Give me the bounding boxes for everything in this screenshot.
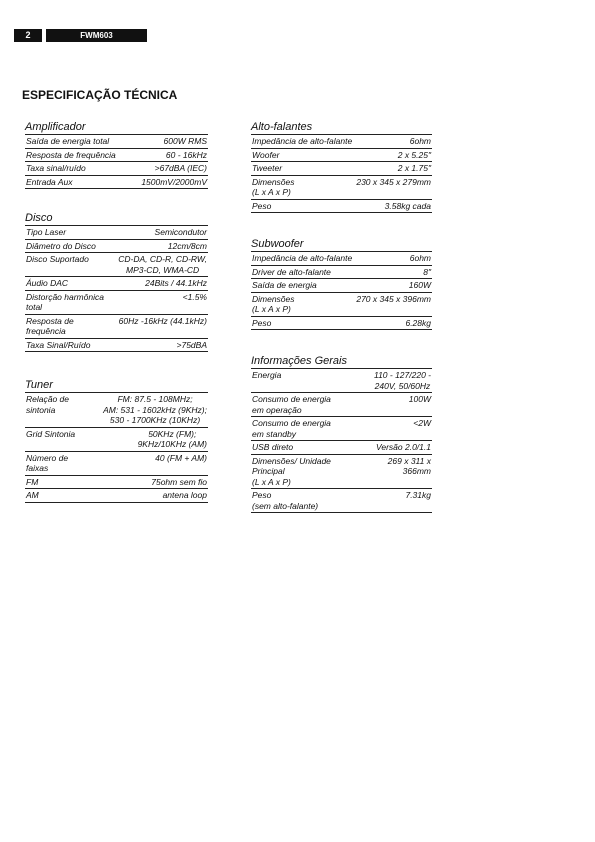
- spec-row: [25, 135, 208, 149]
- section-title: Disco: [25, 211, 208, 226]
- spec-value: 2 x 5.25": [397, 149, 431, 160]
- spec-row: [251, 200, 432, 214]
- section-title: Informações Gerais: [251, 354, 432, 369]
- spec-row: [251, 176, 432, 200]
- section-title: Tuner: [25, 378, 208, 393]
- spec-row: [25, 476, 208, 490]
- spec-label: Dimensões (L x A x P): [252, 176, 295, 197]
- spec-value: FM: 87.5 - 108MHz; AM: 531 - 1602kHz (9KHz); 530 - 1700KHz (10KHz): [103, 394, 207, 425]
- spec-row: [25, 176, 208, 190]
- spec-value: 6.28kg: [405, 317, 431, 328]
- spec-label: Consumo de energia em standby: [252, 418, 331, 439]
- spec-row: [251, 266, 432, 280]
- spec-label: Impedância de alto-falante: [252, 136, 353, 146]
- spec-value: >67dBA (IEC): [154, 163, 207, 173]
- spec-label: Saída de energia total: [26, 136, 110, 146]
- spec-row: [251, 162, 432, 176]
- spec-value: 6ohm: [409, 136, 431, 146]
- spec-value: 3.58kg cada: [384, 200, 431, 211]
- spec-value: 230 x 345 x 279mm: [356, 176, 431, 187]
- spec-label: AM: [26, 490, 39, 500]
- spec-value: 24Bits / 44.1kHz: [145, 278, 207, 288]
- spec-label: Grid Sintonia: [26, 428, 76, 439]
- spec-value: >75dBA: [176, 339, 207, 350]
- section-title: Alto-falantes: [251, 120, 432, 135]
- spec-row: [251, 417, 432, 441]
- section-tuner: [25, 378, 208, 503]
- spec-row: [25, 226, 208, 240]
- spec-value: 8": [423, 266, 431, 277]
- spec-label: Consumo de energia em operação: [252, 394, 331, 415]
- spec-value: 60Hz -16kHz (44.1kHz): [118, 315, 207, 326]
- spec-value: Versão 2.0/1.1: [376, 442, 431, 452]
- spec-value: 2 x 1.75": [397, 163, 431, 173]
- spec-row: [25, 149, 208, 163]
- spec-label: Diâmetro do Disco: [26, 240, 96, 251]
- spec-label: Áudio DAC: [26, 278, 69, 288]
- spec-label: Taxa Sinal/Ruído: [26, 339, 91, 350]
- spec-label: Resposta de frequência: [26, 149, 116, 160]
- spec-row: [25, 315, 208, 339]
- spec-row: [251, 317, 432, 331]
- spec-label: Distorção harmônica total: [26, 291, 104, 312]
- spec-row: [25, 162, 208, 176]
- spec-row: [251, 393, 432, 417]
- spec-label: Tipo Laser: [26, 227, 67, 237]
- spec-value: CD-DA, CD-R, CD-RW, MP3-CD, WMA-CD: [118, 254, 207, 275]
- section-amplificador: [25, 120, 208, 189]
- spec-value: 269 x 311 x 366mm: [387, 455, 431, 476]
- spec-value: 270 x 345 x 396mm: [356, 293, 431, 304]
- spec-label: Energia: [252, 370, 282, 380]
- section-disco: [25, 211, 208, 352]
- spec-row: [251, 149, 432, 163]
- spec-label: Entrada Aux: [26, 176, 73, 187]
- spec-value: 60 - 16kHz: [165, 149, 207, 160]
- spec-value: <1.5%: [182, 291, 207, 302]
- spec-label: USB direto: [252, 442, 294, 452]
- spec-value: antena loop: [162, 490, 207, 500]
- spec-label: Número de faixas: [26, 452, 69, 473]
- spec-row: [251, 441, 432, 455]
- spec-label: Relação de sintonia: [26, 394, 70, 415]
- spec-value: 6ohm: [409, 253, 431, 263]
- spec-value: 50KHz (FM); 9KHz/10KHz (AM): [137, 428, 207, 449]
- spec-label: Peso: [252, 317, 272, 328]
- spec-row: [251, 293, 432, 317]
- spec-row: [25, 489, 208, 503]
- model-label: FWM603: [46, 29, 147, 42]
- spec-value: 75ohm sem fio: [151, 476, 207, 487]
- spec-value: <2W: [413, 418, 431, 428]
- spec-row: [251, 369, 432, 393]
- spec-label: Resposta de frequência: [26, 315, 74, 336]
- spec-label: Taxa sinal/ruído: [26, 163, 86, 173]
- spec-value: 160W: [408, 280, 431, 290]
- spec-label: Saída de energia: [252, 280, 317, 290]
- spec-row: [25, 277, 208, 291]
- spec-row: [25, 253, 208, 277]
- spec-value: 12cm/8cm: [167, 240, 207, 251]
- spec-value: 110 - 127/220 - 240V, 50/60Hz: [373, 370, 431, 391]
- spec-label: Peso (sem alto-falante): [252, 490, 319, 511]
- spec-value: Semicondutor: [154, 227, 207, 237]
- spec-row: [25, 393, 208, 428]
- spec-label: Tweeter: [252, 163, 283, 173]
- spec-value: 7.31kg: [405, 490, 431, 500]
- spec-row: [25, 452, 208, 476]
- spec-row: [251, 455, 432, 490]
- spec-row: [251, 135, 432, 149]
- spec-row: [25, 339, 208, 353]
- spec-row: [251, 279, 432, 293]
- spec-label: Impedância de alto-falante: [252, 253, 353, 263]
- spec-label: Disco Suportado: [26, 254, 89, 264]
- spec-value: 600W RMS: [163, 136, 207, 146]
- spec-value: 40 (FM + AM): [155, 452, 207, 463]
- section-title: Amplificador: [25, 120, 208, 135]
- spec-label: Dimensões (L x A x P): [252, 293, 295, 314]
- page-title: ESPECIFICAÇÃO TÉCNICA: [22, 88, 178, 102]
- spec-label: Woofer: [252, 149, 280, 160]
- section-informacoes-gerais: [251, 354, 432, 513]
- spec-row: [25, 428, 208, 452]
- spec-row: [251, 252, 432, 266]
- spec-value: 1500mV/2000mV: [141, 176, 207, 187]
- spec-row: [25, 240, 208, 254]
- section-alto-falantes: [251, 120, 432, 213]
- section-subwoofer: [251, 237, 432, 330]
- spec-label: Peso: [252, 200, 272, 211]
- spec-label: Dimensões/ Unidade Principal (L x A x P): [252, 455, 331, 487]
- spec-label: Driver de alto-falante: [252, 266, 331, 277]
- page-number: 2: [14, 29, 42, 42]
- spec-row: [25, 291, 208, 315]
- spec-label: FM: [26, 476, 39, 487]
- section-title: Subwoofer: [251, 237, 432, 252]
- spec-row: [251, 489, 432, 513]
- spec-value: 100W: [408, 394, 431, 404]
